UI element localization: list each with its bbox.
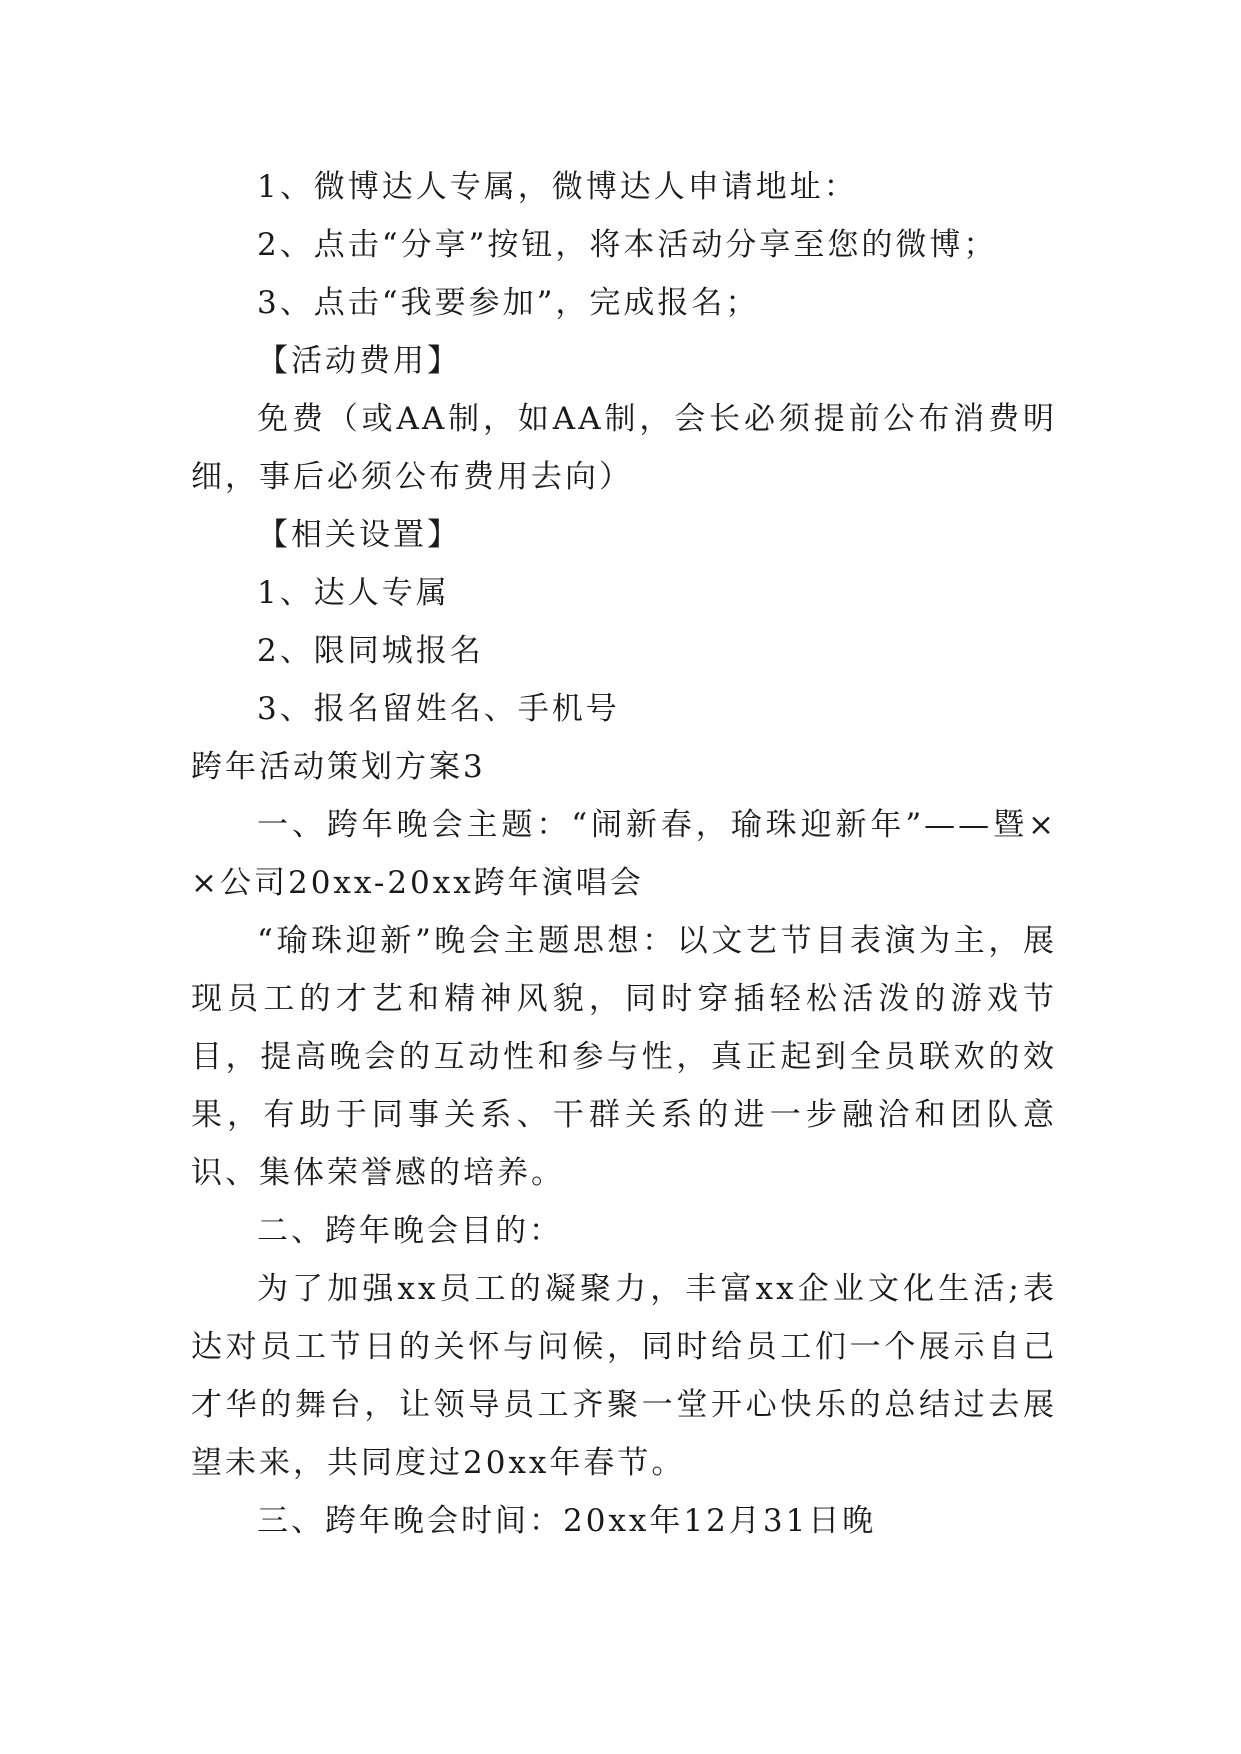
list-item-expert-exclusive: 1、达人专属 bbox=[257, 575, 450, 611]
list-item-name-phone: 3、报名留姓名、手机号 bbox=[257, 691, 620, 727]
paragraph-fees-detail: 免费（或AA制，如AA制，会长必须提前公布消费明细，事后必须公布费用去向） bbox=[191, 401, 1057, 495]
document-body bbox=[191, 158, 1057, 1550]
list-item-click-join: 3、点击“我要参加”，完成报名； bbox=[257, 285, 760, 321]
paragraph-party-theme: 一、跨年晚会主题：“闹新春，瑜珠迎新年”——暨××公司20xx-20xx跨年演唱会 bbox=[191, 807, 1057, 901]
document-subtitle: 跨年活动策划方案3 bbox=[191, 749, 486, 785]
list-item-same-city: 2、限同城报名 bbox=[257, 633, 484, 669]
paragraph-purpose-heading: 二、跨年晚会目的： bbox=[257, 1213, 563, 1249]
section-heading-fees: 【活动费用】 bbox=[257, 343, 461, 379]
list-item-click-share: 2、点击“分享”按钮，将本活动分享至您的微博； bbox=[257, 227, 998, 263]
paragraph-theme-idea: “瑜珠迎新”晚会主题思想：以文艺节目表演为主，展现员工的才艺和精神风貌，同时穿插轻松活泼的游戏节目，提高晚会的互动性和参与性，真正起到全员联欢的效果，有助于同事关系、干群关系的进一步融洽和团队意识、集体荣誉感的培养。 bbox=[191, 923, 1057, 1191]
section-heading-settings: 【相关设置】 bbox=[257, 517, 461, 553]
paragraph-party-time: 三、跨年晚会时间：20xx年12月31日晚 bbox=[257, 1503, 877, 1539]
list-item-weibo-exclusive: 1、微博达人专属，微博达人申请地址： bbox=[257, 169, 858, 205]
paragraph-purpose-detail: 为了加强xx员工的凝聚力，丰富xx企业文化生活;表达对员工节日的关怀与问候，同时给员工们一个展示自己才华的舞台，让领导员工齐聚一堂开心快乐的总结过去展望未来，共同度过20xx年春节。 bbox=[191, 1271, 1057, 1481]
